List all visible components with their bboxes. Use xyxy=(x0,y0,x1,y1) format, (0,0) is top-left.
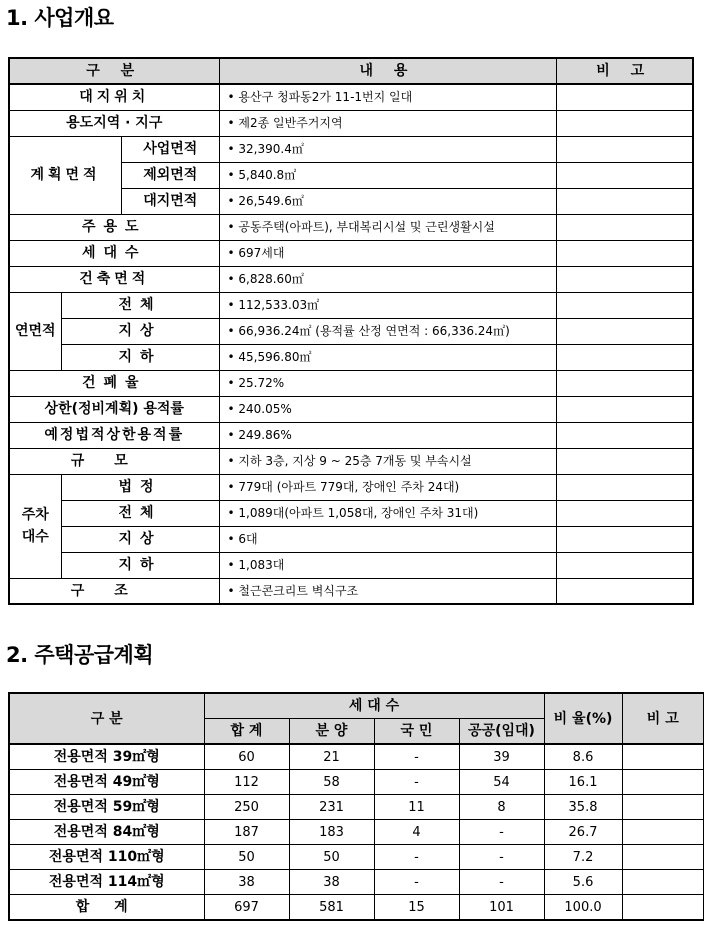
sub-label: 지상 xyxy=(61,526,219,552)
row-type: 합 계 xyxy=(9,895,204,921)
table-header-row xyxy=(9,693,704,719)
row-type: 전용면적 49㎡형 xyxy=(9,770,204,795)
cell-total: 60 xyxy=(204,744,289,770)
cell-national: - xyxy=(374,744,459,770)
cell-public: 39 xyxy=(459,744,544,770)
table-row xyxy=(9,370,693,396)
row-label: 상한(정비계획) 용적률 xyxy=(9,396,219,422)
row-label: 구조 xyxy=(9,578,219,604)
header-content: 내 용 xyxy=(219,58,556,84)
table-row xyxy=(9,474,693,500)
sub-label: 대지면적 xyxy=(143,192,198,209)
row-value: • 26,549.6㎡ xyxy=(219,188,556,214)
cell-sale: 183 xyxy=(289,820,374,845)
row-note xyxy=(556,448,693,474)
section1-heading: 1. 사업개요 xyxy=(6,6,114,30)
sub-label: 지상 xyxy=(61,318,219,344)
row-value: • 1,083대 xyxy=(219,552,556,578)
row-label: 용도지역 · 지구 xyxy=(9,110,219,136)
row-value: • 25.72% xyxy=(219,370,556,396)
row-note xyxy=(556,162,693,188)
header-ratio: 비 율(%) xyxy=(544,693,622,744)
row-type: 전용면적 110㎡형 xyxy=(9,845,204,870)
header-category: 구 분 xyxy=(9,693,204,744)
table-row xyxy=(9,526,693,552)
sub-label: 전체 xyxy=(61,292,219,318)
row-note xyxy=(556,240,693,266)
row-value: • 공동주택(아파트), 부대복리시설 및 근린생활시설 xyxy=(219,214,556,240)
table-row xyxy=(9,292,693,318)
cell-sale: 58 xyxy=(289,770,374,795)
sub-label: 지하 xyxy=(61,344,219,370)
table-row xyxy=(9,344,693,370)
table-row xyxy=(9,448,693,474)
row-value: • 5,840.8㎡ xyxy=(219,162,556,188)
row-type: 전용면적 84㎡형 xyxy=(9,820,204,845)
row-note xyxy=(556,344,693,370)
cell-public: - xyxy=(459,870,544,895)
sub-label: 제외면적 xyxy=(122,162,219,189)
row-value: • 지하 3층, 지상 9 ~ 25층 7개동 및 부속시설 xyxy=(219,448,556,474)
parking-label-line1: 주차 xyxy=(21,506,49,523)
cell-sale: 231 xyxy=(289,795,374,820)
row-label: 건축면적 xyxy=(9,266,219,292)
cell-total: 187 xyxy=(204,820,289,845)
row-note xyxy=(556,578,693,604)
table-row xyxy=(9,820,704,845)
table-row xyxy=(9,552,693,578)
table-row xyxy=(9,422,693,448)
row-value: • 1,089대(아파트 1,058대, 장애인 주차 31대) xyxy=(219,500,556,526)
cell-note xyxy=(622,744,704,770)
cell-national: 4 xyxy=(374,820,459,845)
row-label: 예정법적상한용적률 xyxy=(9,422,219,448)
row-type: 전용면적 39㎡형 xyxy=(9,744,204,770)
table-total-row xyxy=(9,895,704,921)
sub-label: 법정 xyxy=(61,474,219,500)
cell-ratio: 26.7 xyxy=(544,820,622,845)
cell-public: - xyxy=(459,820,544,845)
sub-label: 사업면적 xyxy=(122,137,219,164)
row-note xyxy=(556,214,693,240)
header-note: 비 고 xyxy=(622,693,704,744)
row-note xyxy=(556,136,693,162)
cell-total: 697 xyxy=(204,895,289,921)
cell-sale: 38 xyxy=(289,870,374,895)
project-overview-table xyxy=(8,57,694,605)
row-value: • 32,390.4㎡ xyxy=(219,136,556,162)
row-label: 건폐율 xyxy=(9,370,219,396)
row-note xyxy=(556,110,693,136)
cell-total: 250 xyxy=(204,795,289,820)
row-note xyxy=(556,396,693,422)
row-value: • 6,828.60㎡ xyxy=(219,266,556,292)
row-note xyxy=(556,188,693,214)
cell-national: - xyxy=(374,870,459,895)
row-type: 전용면적 59㎡형 xyxy=(9,795,204,820)
cell-note xyxy=(622,845,704,870)
cell-note xyxy=(622,820,704,845)
table-row xyxy=(9,396,693,422)
cell-total: 38 xyxy=(204,870,289,895)
row-note xyxy=(556,526,693,552)
row-note xyxy=(556,422,693,448)
row-value: • 철근콘크리트 벽식구조 xyxy=(219,578,556,604)
table-row xyxy=(9,845,704,870)
cell-public: 8 xyxy=(459,795,544,820)
table-row xyxy=(9,136,693,162)
cell-sale: 50 xyxy=(289,845,374,870)
cell-sale: 581 xyxy=(289,895,374,921)
cell-ratio: 7.2 xyxy=(544,845,622,870)
cell-note xyxy=(622,895,704,921)
cell-national: - xyxy=(374,770,459,795)
table-row xyxy=(9,240,693,266)
cell-note xyxy=(622,870,704,895)
cell-ratio: 100.0 xyxy=(544,895,622,921)
row-value: • 779대 (아파트 779대, 장애인 주차 24대) xyxy=(219,474,556,500)
table-row xyxy=(9,795,704,820)
table-row xyxy=(9,770,704,795)
row-value: • 249.86% xyxy=(219,422,556,448)
row-value: • 697세대 xyxy=(219,240,556,266)
row-label: 계획면적 xyxy=(10,137,122,214)
parking-label xyxy=(9,474,61,578)
cell-national: - xyxy=(374,845,459,870)
table-row xyxy=(9,318,693,344)
header-national: 국 민 xyxy=(374,719,459,745)
cell-national: 15 xyxy=(374,895,459,921)
header-sale: 분 양 xyxy=(289,719,374,745)
table-row xyxy=(9,578,693,604)
table-row xyxy=(9,266,693,292)
row-note xyxy=(556,318,693,344)
row-value: • 제2종 일반주거지역 xyxy=(219,110,556,136)
row-note xyxy=(556,370,693,396)
sub-label: 전체 xyxy=(61,500,219,526)
housing-supply-table xyxy=(8,692,704,921)
row-note xyxy=(556,500,693,526)
row-value: • 용산구 청파동2가 11-1번지 일대 xyxy=(219,84,556,110)
table-row xyxy=(9,214,693,240)
table-row xyxy=(9,744,704,770)
row-label: 세대수 xyxy=(9,240,219,266)
cell-note xyxy=(622,770,704,795)
row-note xyxy=(556,474,693,500)
section2-heading: 2. 주택공급계획 xyxy=(6,643,154,667)
row-label: 연면적 xyxy=(9,292,61,370)
row-value: • 66,936.24㎡ (용적률 산정 연면적 : 66,336.24㎡) xyxy=(219,318,556,344)
cell-ratio: 8.6 xyxy=(544,744,622,770)
table-row xyxy=(9,110,693,136)
row-value: • 45,596.80㎡ xyxy=(219,344,556,370)
cell-ratio: 16.1 xyxy=(544,770,622,795)
cell-public: 54 xyxy=(459,770,544,795)
table-header-row xyxy=(9,58,693,84)
row-label: 규모 xyxy=(9,448,219,474)
header-public: 공공(임대) xyxy=(459,719,544,745)
row-note xyxy=(556,552,693,578)
row-note xyxy=(556,84,693,110)
cell-public: 101 xyxy=(459,895,544,921)
row-value: • 6대 xyxy=(219,526,556,552)
sub-label: 지하 xyxy=(61,552,219,578)
table-row xyxy=(9,870,704,895)
cell-public: - xyxy=(459,845,544,870)
row-value: • 240.05% xyxy=(219,396,556,422)
cell-ratio: 35.8 xyxy=(544,795,622,820)
row-value: • 112,533.03㎡ xyxy=(219,292,556,318)
row-type: 전용면적 114㎡형 xyxy=(9,870,204,895)
plan-area-group xyxy=(9,136,219,214)
table-row xyxy=(9,500,693,526)
cell-note xyxy=(622,795,704,820)
parking-label-line2: 대수 xyxy=(21,529,49,545)
table-row xyxy=(9,84,693,110)
cell-sale: 21 xyxy=(289,744,374,770)
cell-ratio: 5.6 xyxy=(544,870,622,895)
row-note xyxy=(556,266,693,292)
header-total: 합 계 xyxy=(204,719,289,745)
header-note: 비 고 xyxy=(556,58,693,84)
cell-total: 112 xyxy=(204,770,289,795)
cell-national: 11 xyxy=(374,795,459,820)
header-households: 세 대 수 xyxy=(204,693,544,719)
row-note xyxy=(556,292,693,318)
cell-total: 50 xyxy=(204,845,289,870)
row-label: 주용도 xyxy=(9,214,219,240)
header-category: 구 분 xyxy=(9,58,219,84)
row-label: 대지위치 xyxy=(9,84,219,110)
